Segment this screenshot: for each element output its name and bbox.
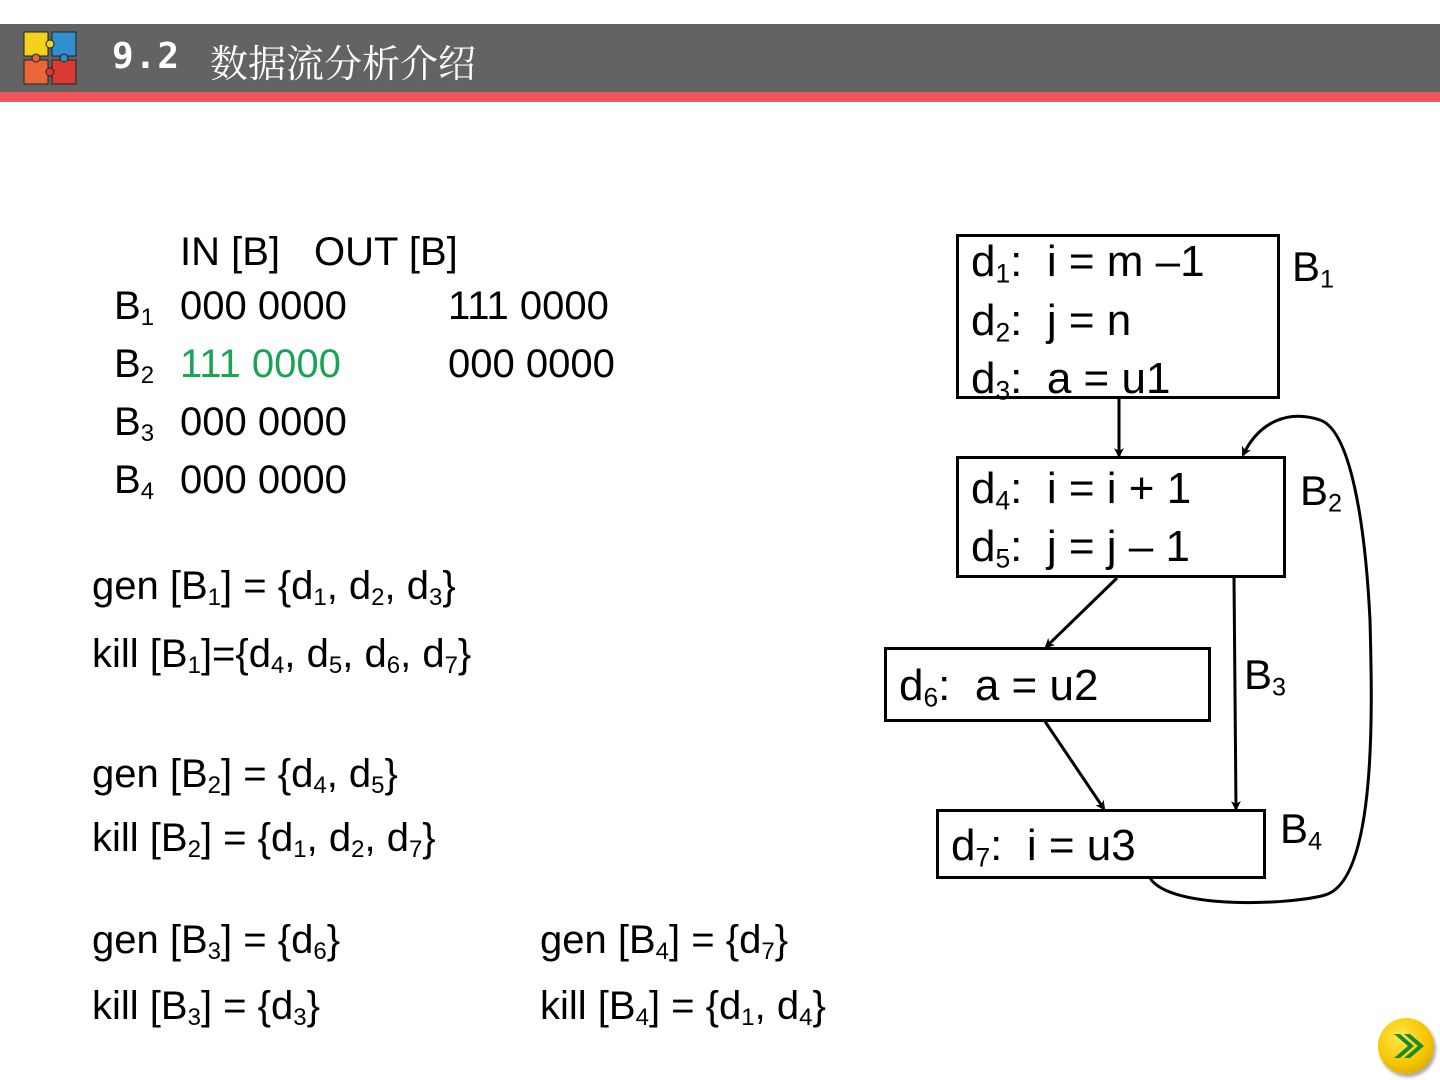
definition-ref: $d_3$ [271, 984, 307, 1031]
row-in-value-highlighted: 111 0000 [180, 342, 341, 386]
row-out-value: 111 0000 [448, 284, 609, 328]
block-label-b4: $B_4$ [1280, 805, 1323, 856]
definition-ref: $d_1$ [271, 816, 307, 863]
row-block-label: $B_3$ [114, 400, 155, 447]
row-block-label: $B_1$ [114, 284, 155, 331]
edge-b2-b3 [1046, 578, 1117, 647]
definition-ref: $d_7$ [739, 918, 775, 965]
definition-ref: $d_5$ [348, 752, 385, 799]
block-label-b1: $B_1$ [1292, 243, 1335, 294]
gen-b1: gen $[B_1] = \{d_1$, $d_2$, $d_3$} [92, 564, 456, 611]
definition-ref: $d_6$ [364, 632, 401, 679]
stmt-d3: $d_3$: a = u1 [971, 354, 1171, 406]
section-title: 数据流分析介绍 [210, 42, 477, 86]
definition-ref: $d_7$ [422, 632, 458, 679]
kill-b3: kill $[B_3] = \{d_3\}$ [92, 984, 320, 1031]
gen-b4: gen $[B_4] = \{d_7\}$ [540, 918, 789, 965]
kill-b1: kill $[B_1]=\{d_4$, $d_5$, $d_6$, $d_7$} [92, 632, 472, 679]
stmt-d4: $d_4$: i = i + 1 [971, 464, 1192, 516]
kill-b4: kill $[B_4] = \{d_1$, $d_4$} [540, 984, 826, 1031]
block-label-b3: $B_3$ [1244, 651, 1287, 702]
next-arrow-icon [1378, 1018, 1434, 1074]
edge-b3-b4 [1044, 720, 1104, 809]
kill-b2: kill $[B_2] = \{d_1$, $d_2$, $d_7$} [92, 816, 436, 863]
stmt-d6: $d_6$: a = u2 [899, 661, 1099, 713]
next-slide-button[interactable] [1378, 1018, 1434, 1074]
block-b1 [956, 234, 1280, 406]
definition-ref: $d_2$ [328, 816, 365, 863]
block-b2 [956, 456, 1286, 578]
gen-b2: gen $[B_2] = \{d_4$, $d_5$} [92, 752, 398, 799]
definition-ref: $d_6$ [291, 918, 327, 965]
gen-b3: gen $[B_3] = \{d_6\}$ [92, 918, 341, 965]
stmt-d5: $d_5$: j = j – 1 [971, 522, 1190, 574]
row-in-value: 000 0000 [180, 400, 347, 444]
stmt-d1: $d_1$: i = m –1 [971, 237, 1205, 289]
definition-ref: $d_1$ [291, 564, 327, 611]
block-b4 [936, 809, 1266, 879]
definition-ref: $d_2$ [348, 564, 385, 611]
definition-ref: $d_5$ [306, 632, 343, 679]
section-number: 9.2 [112, 36, 181, 77]
row-in-value: 000 0000 [180, 458, 347, 502]
row-block-label: $B_4$ [114, 458, 155, 505]
row-out-value: 000 0000 [448, 342, 615, 386]
definition-ref: $d_4$ [248, 632, 285, 679]
definition-ref: $d_4$ [291, 752, 327, 799]
definition-ref: $d_7$ [386, 816, 423, 863]
stmt-d7: $d_7$: i = u3 [951, 821, 1136, 873]
row-block-label: $B_2$ [114, 342, 155, 389]
edge-b2-b4 [1234, 578, 1236, 809]
definition-ref: $d_3$ [406, 564, 443, 611]
row-in-value: 000 0000 [180, 284, 347, 328]
block-b3 [884, 647, 1211, 722]
stmt-d2: $d_2$: j = n [971, 296, 1132, 348]
definition-ref: $d_4$ [776, 984, 813, 1031]
definition-ref: $d_1$ [719, 984, 755, 1031]
block-label-b2: $B_2$ [1300, 467, 1343, 518]
table-header-out: OUT [B] [314, 230, 458, 274]
table-header-in: IN [B] [180, 230, 281, 274]
